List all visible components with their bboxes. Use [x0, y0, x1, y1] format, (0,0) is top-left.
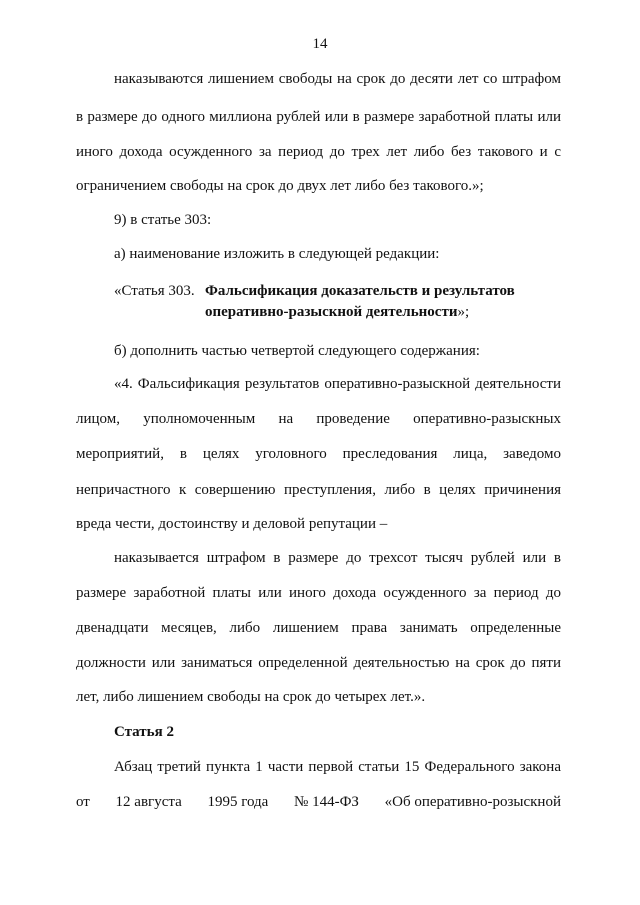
- article-303-title-line-2: [205, 303, 469, 321]
- penalty-line-1: наказывается штрафом в размере до трехсот тысяч рублей или в: [114, 550, 561, 566]
- item-9: 9) в статье 303:: [114, 212, 212, 228]
- part4-line-4: непричастного к совершению преступления, либо в целях причинения: [76, 482, 561, 498]
- part4-line-2: лицом, уполномоченным на проведение оперативно-разыскных: [76, 411, 561, 427]
- article-2-line-2: [76, 793, 561, 811]
- article-2-heading: Статья 2: [114, 724, 174, 740]
- item-a: а) наименование изложить в следующей редакции:: [114, 246, 440, 262]
- penalty-line-4: должности или заниматься определенной деятельностью на срок до пяти: [76, 655, 561, 671]
- item-b: б) дополнить частью четвертой следующего содержания:: [114, 343, 480, 359]
- para1-line-4: ограничением свободы на срок до двух лет либо без такового.»;: [76, 178, 484, 194]
- article-2-word-3: 1995 года: [207, 794, 269, 810]
- penalty-line-2: размере заработной платы или иного дохода осужденного за период до: [76, 585, 561, 601]
- penalty-line-3: двенадцати месяцев, либо лишением права занимать определенные: [76, 620, 561, 636]
- para1-line-1: наказываются лишением свободы на срок до десяти лет со штрафом: [114, 71, 561, 87]
- para1-line-2: в размере до одного миллиона рублей или в размере заработной платы или: [76, 109, 561, 125]
- part4-line-5: вреда чести, достоинству и деловой репутации –: [76, 516, 388, 532]
- article-303-title-line-1: Фальсификация доказательств и результатов: [205, 283, 515, 299]
- article-303-label: «Статья 303.: [114, 283, 195, 299]
- article-2-word-5: «Об оперативно-розыскной: [384, 794, 561, 810]
- article-2-word-1: от: [76, 794, 90, 810]
- page-number: 14: [312, 36, 328, 52]
- article-2-word-2: 12 августа: [115, 794, 182, 810]
- article-303-title-suffix: »;: [457, 304, 470, 320]
- part4-line-1: «4. Фальсификация результатов оперативно-разыскной деятельности: [114, 376, 561, 392]
- article-2-line-1: Абзац третий пункта 1 части первой статьи 15 Федерального закона: [114, 759, 561, 775]
- article-303-title-text: оперативно-разыскной деятельности: [205, 304, 458, 320]
- para1-line-3: иного дохода осужденного за период до трех лет либо без такового и с: [76, 144, 561, 160]
- penalty-line-5: лет, либо лишением свободы на срок до четырех лет.».: [76, 689, 426, 705]
- article-2-word-4: № 144-ФЗ: [294, 794, 359, 810]
- part4-line-3: мероприятий, в целях уголовного преследования лица, заведомо: [76, 446, 561, 462]
